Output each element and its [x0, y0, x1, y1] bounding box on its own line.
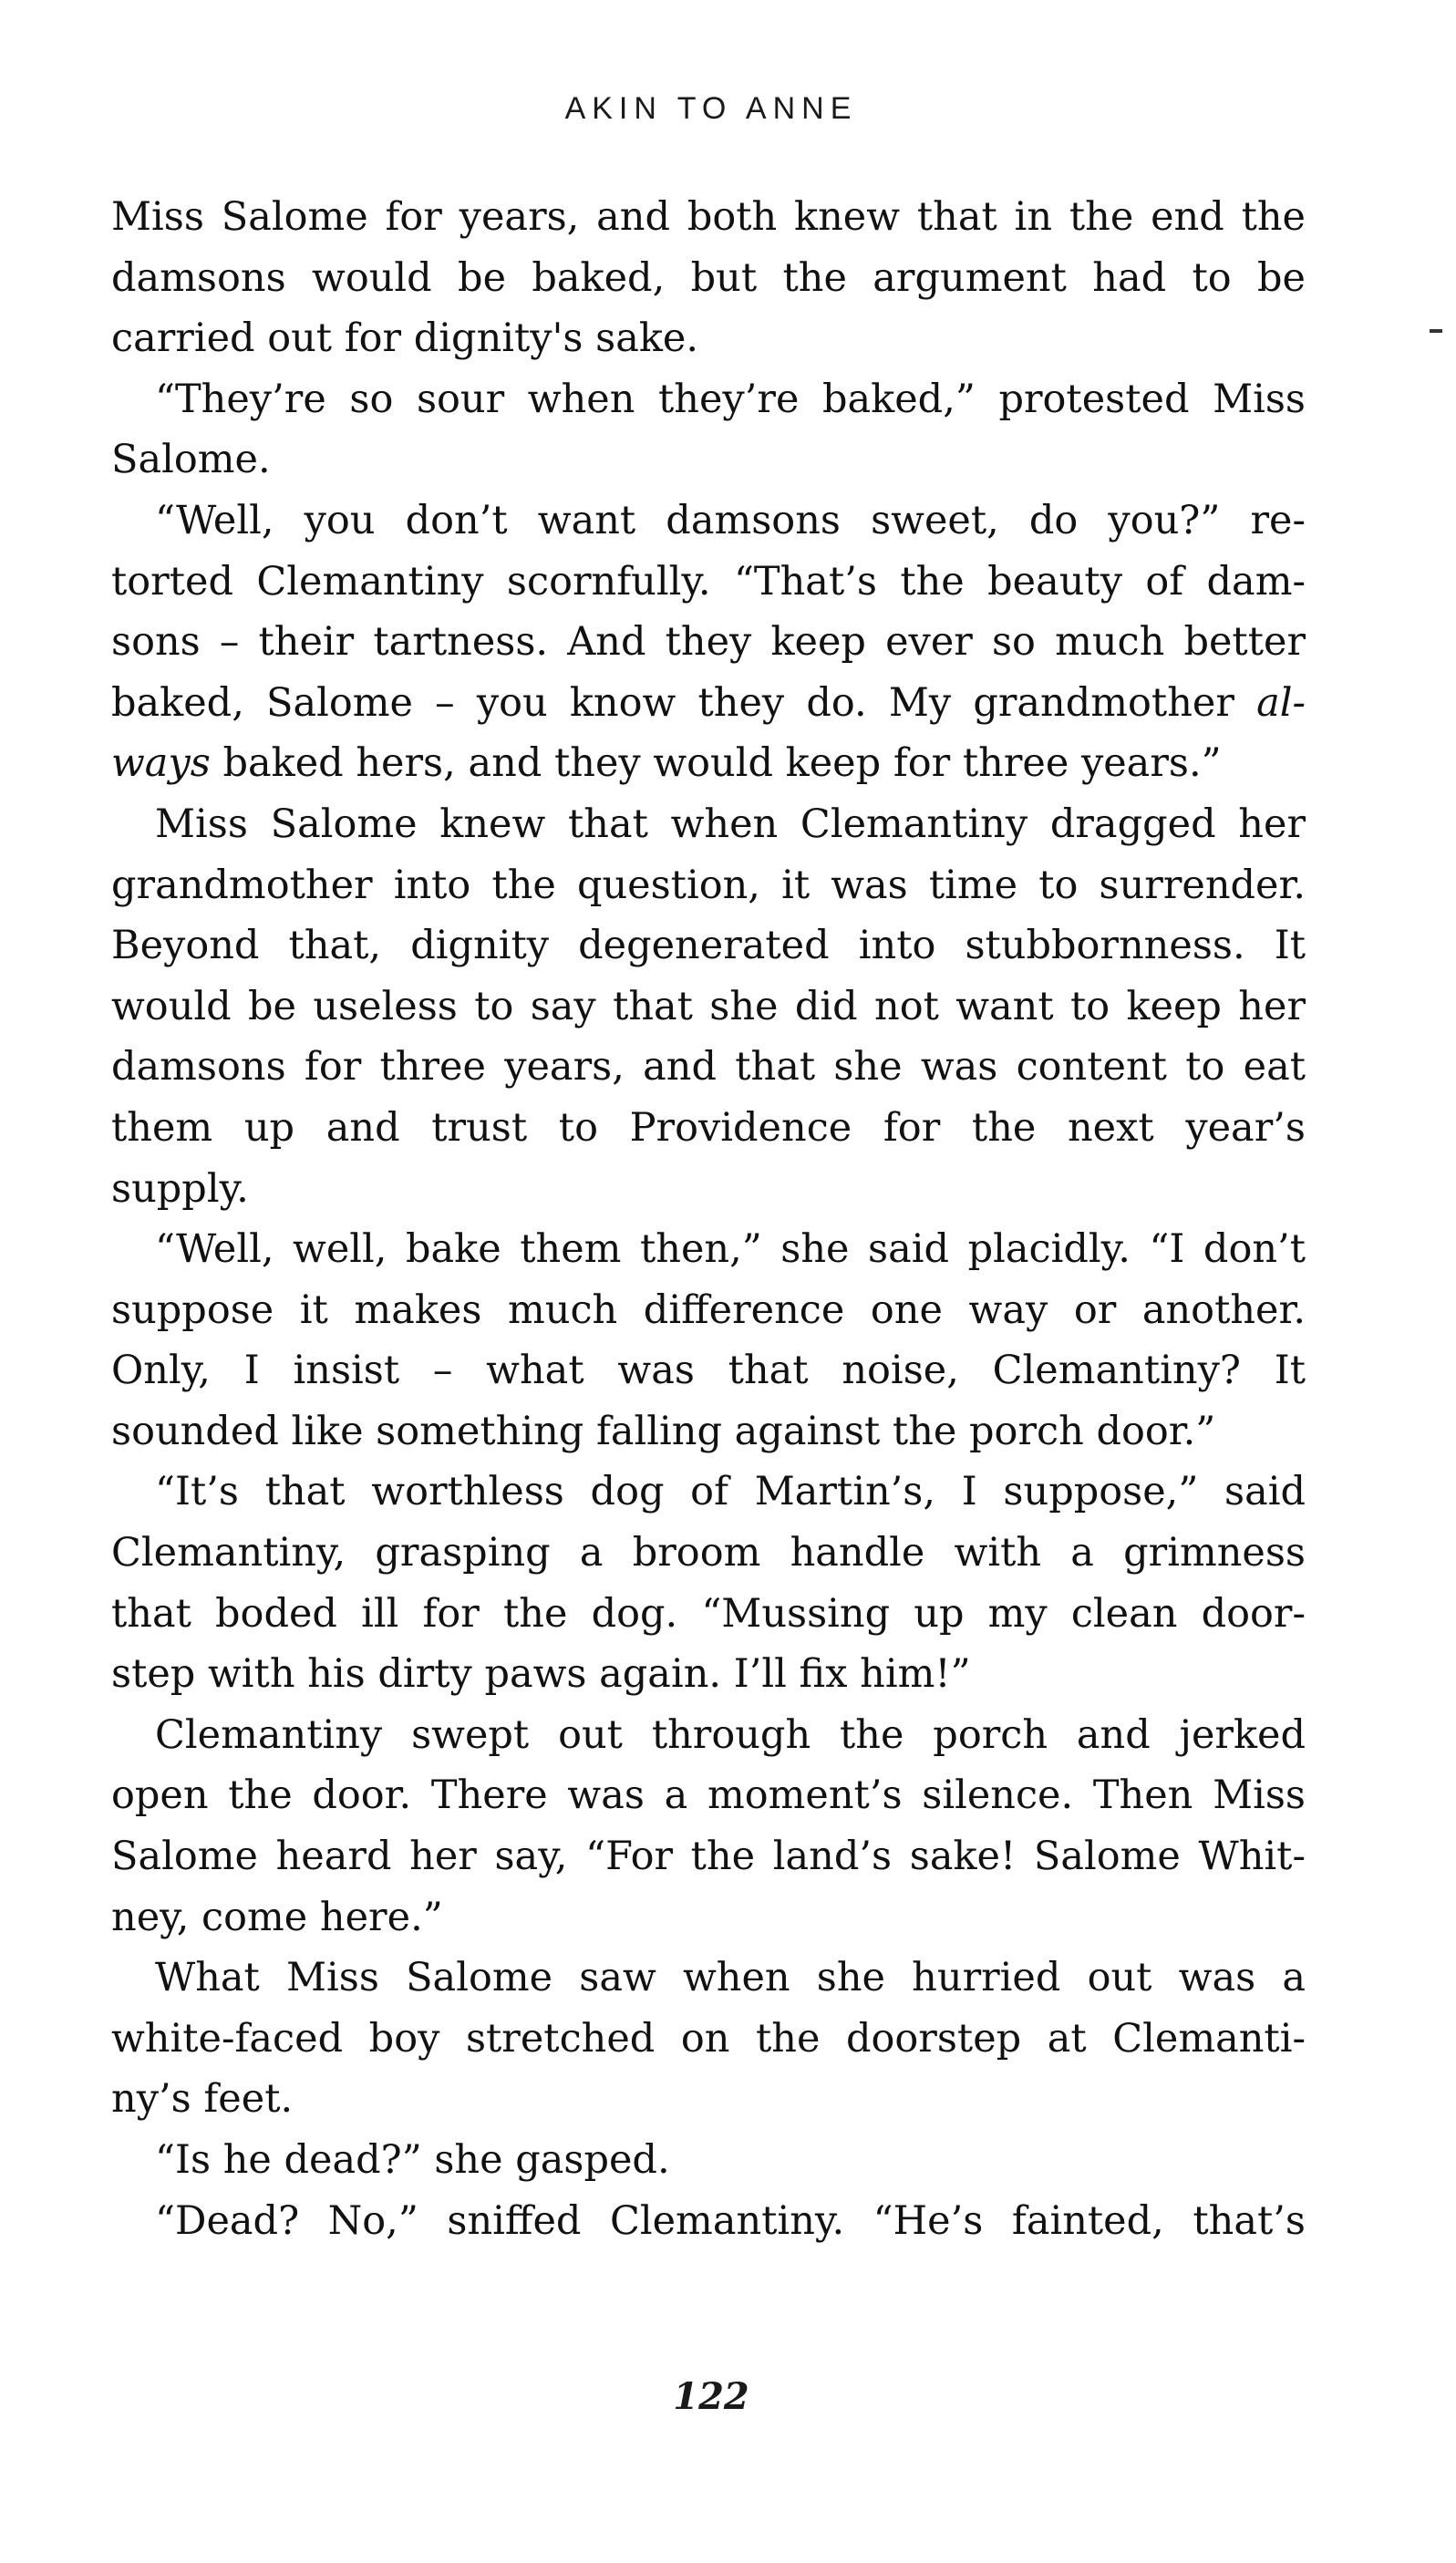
running-header-title: AKIN TO ANNE — [564, 91, 858, 126]
text-line: baked, Salome – you know they do. My grandmother al- — [111, 679, 1306, 726]
text-line: “They’re so sour when they’re baked,” protested Miss — [155, 376, 1306, 422]
text-line: “Well, you don’t want damsons sweet, do you?” re- — [155, 497, 1306, 543]
text-line: open the door. There was a moment’s silence. Then Miss — [111, 1772, 1306, 1819]
text-line: that boded ill for the dog. “Mussing up my clean door- — [111, 1590, 1306, 1637]
text-line: damsons would be baked, but the argument had to be — [111, 254, 1306, 301]
text-line: ways baked hers, and they would keep for three years.” — [111, 740, 1222, 787]
text-line: “It’s that worthless dog of Martin’s, I suppose,” said — [155, 1469, 1306, 1515]
text-line: carried out for dignity's sake. — [111, 315, 699, 362]
text-line: “Is he dead?” she gasped. — [155, 2137, 670, 2183]
text-line: Only, I insist – what was that noise, Clemantiny? It — [111, 1348, 1306, 1394]
text-line: suppose it makes much difference one way or another. — [111, 1287, 1306, 1333]
text-line: Salome heard her say, “For the land’s sake! Salome Whit- — [111, 1834, 1306, 1880]
margin-mark — [1430, 329, 1442, 333]
text-line: supply. — [111, 1165, 249, 1212]
text-line: What Miss Salome saw when she hurried out was a — [155, 1955, 1306, 2001]
text-line: Clemantiny, grasping a broom handle with a grimness — [111, 1530, 1306, 1576]
text-line: Salome. — [111, 437, 271, 483]
text-line: torted Clemantiny scornfully. “That’s the beauty of dam- — [111, 558, 1306, 605]
body-text — [111, 187, 1306, 2251]
text-line: “Dead? No,” sniffed Clemantiny. “He’s fainted, that’s — [155, 2197, 1306, 2244]
text-line: sounded like something falling against the porch door.” — [111, 1408, 1216, 1454]
text-line: white-faced boy stretched on the doorstep at Clemanti- — [111, 2015, 1306, 2062]
text-line: “Well, well, bake them then,” she said placidly. “I don’t — [155, 1226, 1306, 1273]
text-line: Clemantiny swept out through the porch and jerked — [155, 1711, 1306, 1758]
text-line: them up and trust to Providence for the next year’s — [111, 1104, 1306, 1151]
text-line: ny’s feet. — [111, 2076, 294, 2123]
text-line: ney, come here.” — [111, 1894, 443, 1940]
text-line: damsons for three years, and that she was content to eat — [111, 1044, 1306, 1090]
page-number: 122 — [673, 2375, 749, 2418]
text-line: grandmother into the question, it was time to surrender. — [111, 862, 1306, 908]
text-line: sons – their tartness. And they keep ever so much better — [111, 619, 1306, 666]
text-line: Beyond that, dignity degenerated into stubbornness. It — [111, 923, 1306, 969]
text-line: step with his dirty paws again. I’ll fix him!” — [111, 1651, 971, 1698]
text-line: Miss Salome knew that when Clemantiny dragged her — [155, 801, 1306, 847]
text-line: Miss Salome for years, and both knew that in the end the — [111, 194, 1306, 240]
text-line: would be useless to say that she did not want to keep her — [111, 983, 1306, 1029]
